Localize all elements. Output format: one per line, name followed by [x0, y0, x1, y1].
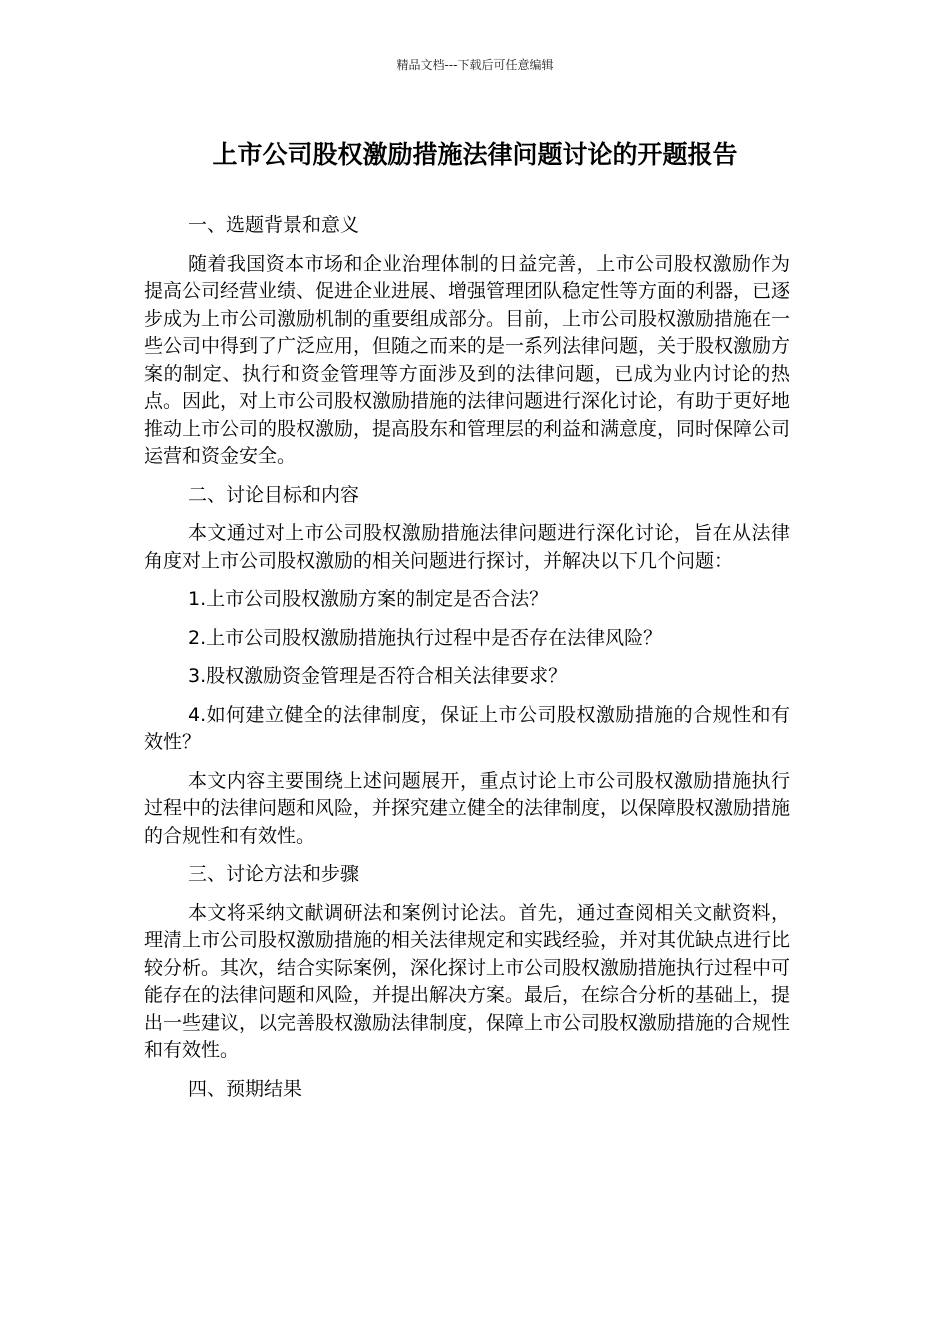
list-item-question-2: 2.上市公司股权激励措施执行过程中是否存在法律风险？	[188, 626, 663, 649]
section-heading-objectives: 二、讨论目标和内容	[188, 483, 360, 506]
paragraph-objectives-intro: 本文通过对上市公司股权激励措施法律问题进行深化讨论，旨在从法律角度对上市公司股权激励的相关问题进行探讨，并解决以下几个问题：	[144, 522, 790, 572]
paragraph-content-focus: 本文内容主要围绕上述问题展开，重点讨论上市公司股权激励措施执行过程中的法律问题和风险，并探究建立健全的法律制度，以保障股权激励措施的合规性和有效性。	[144, 769, 791, 847]
section-heading-background: 一、选题背景和意义	[188, 214, 360, 236]
document-title: 上市公司股权激励措施法律问题讨论的开题报告	[212, 140, 738, 169]
section-heading-methods: 三、讨论方法和步骤	[188, 863, 360, 885]
header-note: 精品文档---下载后可任意编辑	[396, 58, 554, 72]
paragraph-methods: 本文将采纳文献调研法和案例讨论法。首先，通过查阅相关文献资料，理清上市公司股权激励措施的相关法律规定和实践经验，并对其优缺点进行比较分析。其次，结合实际案例，深化探讨上市公司股权激励措施执行过程中可能存在的法律问题和风险，并提出解决方案。最后，在综合分析的基础上，提出一些建议，以完善股权激励法律制度，保障上市公司股权激励措施的合规性和有效性。	[144, 901, 791, 1061]
paragraph-background: 随着我国资本市场和企业治理体制的日益完善，上市公司股权激励作为提高公司经营业绩、促进企业进展、增强管理团队稳定性等方面的利器，已逐步成为上市公司激励机制的重要组成部分。目前，上市公司股权激励措施在一些公司中得到了广泛应用，但随之而来的是一系列法律问题，关于股权激励方案的制定、执行和资金管理等方面涉及到的法律问题，已成为业内讨论的热点。因此，对上市公司股权激励措施的法律问题进行深化讨论，有助于更好地推动上市公司的股权激励，提高股东和管理层的利益和满意度，同时保障公司运营和资金安全。	[144, 252, 791, 467]
section-heading-expected-results: 四、预期结果	[188, 1077, 303, 1100]
list-item-question-3: 3.股权激励资金管理是否符合相关法律要求？	[188, 665, 568, 687]
list-item-question-1: 1.上市公司股权激励方案的制定是否合法？	[188, 588, 549, 610]
document-body	[144, 212, 790, 1114]
list-item-question-4: 4.如何建立健全的法律制度，保证上市公司股权激励措施的合规性和有效性？	[144, 703, 790, 753]
